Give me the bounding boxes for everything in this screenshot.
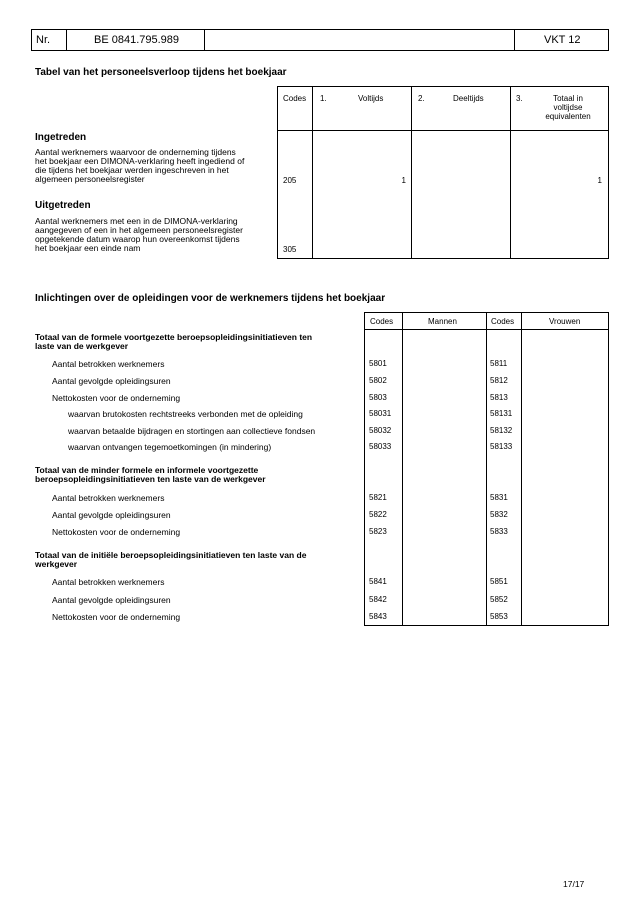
- table-row-code-men: 5843: [369, 612, 387, 621]
- entries-heading: Ingetreden: [35, 132, 87, 143]
- col1-number: 1.: [320, 94, 327, 103]
- training-col-codes-women: Codes: [491, 317, 515, 326]
- col3-header-l1: Totaal in: [553, 94, 583, 103]
- training-col-codes-men: Codes: [370, 317, 394, 326]
- table-row-code-men: 58033: [369, 442, 392, 451]
- table-row-code-men: 5802: [369, 376, 387, 385]
- table-row-label: Nettokosten voor de onderneming: [52, 527, 181, 537]
- col1-header: Voltijds: [358, 94, 384, 103]
- table-row-code-men: 5801: [369, 359, 387, 368]
- table-row-label: Aantal betrokken werknemers: [52, 577, 165, 587]
- informal-group-title-l2: beroepsopleidingsinitiatieven ten laste van de werkgever: [35, 474, 266, 484]
- entries-fulltime-value: 1: [401, 176, 406, 185]
- exits-code: 305: [283, 245, 297, 254]
- table-row-code-women: 58131: [490, 409, 513, 418]
- col2-number: 2.: [418, 94, 425, 103]
- entries-description-l1: Aantal werknemers waarvoor de onderneming tijdens: [35, 147, 236, 157]
- table-row-code-men: 5823: [369, 527, 387, 536]
- table-row-code-women: 5811: [490, 359, 508, 368]
- table-row-label: Nettokosten voor de onderneming: [52, 612, 181, 622]
- table-row-code-women: 5813: [490, 393, 508, 402]
- table-row-code-women: 5832: [490, 510, 508, 519]
- entries-description-l4: algemeen personeelsregister: [35, 174, 145, 184]
- table-row-label: waarvan brutokosten rechtstreeks verbonden met de opleiding: [68, 409, 303, 419]
- training-col-men: Mannen: [428, 317, 457, 326]
- page-number: 17/17: [563, 879, 585, 889]
- table-row-code-women: 58132: [490, 426, 513, 435]
- table-row-code-men: 58031: [369, 409, 392, 418]
- initial-group-title-l2: werkgever: [35, 559, 78, 569]
- table-row-label: Aantal gevolgde opleidingsuren: [52, 595, 171, 605]
- entries-code: 205: [283, 176, 297, 185]
- table-row-code-men: 5821: [369, 493, 387, 502]
- formal-group-title-l1: Totaal van de formele voortgezette beroepsopleidingsinitiatieven ten: [35, 332, 313, 342]
- table-row-label: Aantal gevolgde opleidingsuren: [52, 376, 171, 386]
- table-row-label: Aantal betrokken werknemers: [52, 359, 165, 369]
- header-bar: [31, 29, 609, 51]
- table-row-label: waarvan ontvangen tegemoetkomingen (in mindering): [68, 442, 272, 452]
- table-row-code-men: 58032: [369, 426, 392, 435]
- table-row-label: waarvan betaalde bijdragen en stortingen aan collectieve fondsen: [68, 426, 316, 436]
- informal-group-title-l1: Totaal van de minder formele en informele voortgezette: [35, 465, 259, 475]
- exits-heading: Uitgetreden: [35, 200, 91, 211]
- table-row-code-women: 5831: [490, 493, 508, 502]
- company-number: BE 0841.795.989: [94, 34, 180, 46]
- table-row-code-women: 5853: [490, 612, 508, 621]
- exits-description-l4: het boekjaar een einde nam: [35, 243, 141, 253]
- col2-header: Deeltijds: [453, 94, 484, 103]
- table-row-code-men: 5842: [369, 595, 387, 604]
- table-row-label: Aantal gevolgde opleidingsuren: [52, 510, 171, 520]
- table-row-label: Aantal betrokken werknemers: [52, 493, 165, 503]
- table-row-code-women: 58133: [490, 442, 513, 451]
- training-col-women: Vrouwen: [549, 317, 581, 326]
- training-title: Inlichtingen over de opleidingen voor de werknemers tijdens het boekjaar: [35, 293, 386, 304]
- form-code: VKT 12: [544, 34, 581, 46]
- exits-description-l2: aangegeven of een in het algemeen personeelsregister: [35, 225, 243, 235]
- entries-description-l2: het boekjaar een DIMONA-verklaring heeft ingediend of: [35, 156, 245, 166]
- table-row-code-women: 5812: [490, 376, 508, 385]
- entries-description-l3: die tijdens het boekjaar werden ingeschreven in het: [35, 165, 229, 175]
- table-row-code-men: 5841: [369, 577, 387, 586]
- table-row-code-men: 5822: [369, 510, 387, 519]
- table-row-code-women: 5852: [490, 595, 508, 604]
- col3-header-l2: voltijdse: [553, 103, 583, 112]
- turnover-title: Tabel van het personeelsverloop tijdens het boekjaar: [35, 67, 287, 78]
- table-row-code-men: 5803: [369, 393, 387, 402]
- col3-header-l3: equivalenten: [545, 112, 591, 121]
- formal-group-title-l2: laste van de werkgever: [35, 341, 129, 351]
- exits-description-l1: Aantal werknemers met een in de DIMONA-verklaring: [35, 216, 238, 226]
- initial-group-title-l1: Totaal van de initiële beroepsopleidingsinitiatieven ten laste van de: [35, 550, 307, 560]
- table-row-code-women: 5833: [490, 527, 508, 536]
- col3-number: 3.: [516, 94, 523, 103]
- nr-label: Nr.: [36, 34, 51, 46]
- table-row-code-women: 5851: [490, 577, 508, 586]
- exits-description-l3: opgetekende datum waarop hun overeenkomst tijdens: [35, 234, 240, 244]
- col-codes-header: Codes: [283, 94, 307, 103]
- entries-fte-value: 1: [597, 176, 602, 185]
- table-row-label: Nettokosten voor de onderneming: [52, 393, 181, 403]
